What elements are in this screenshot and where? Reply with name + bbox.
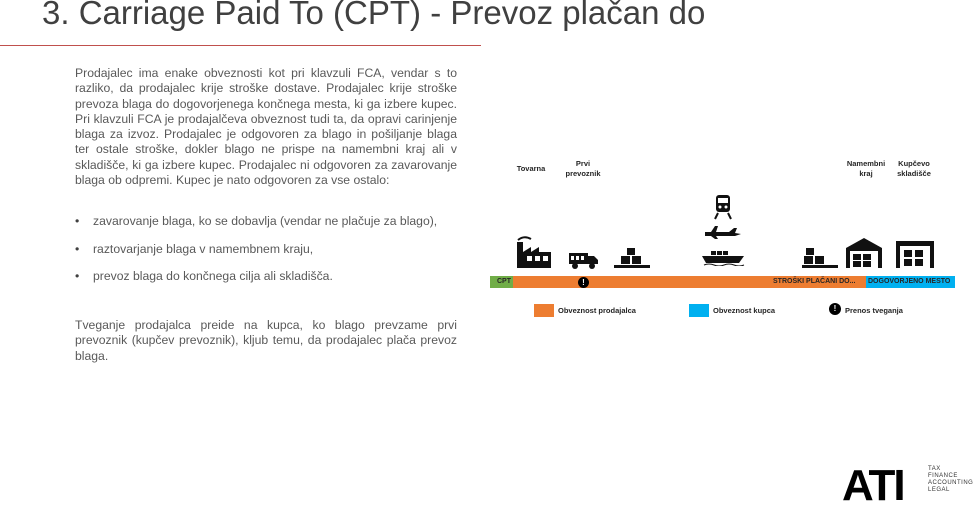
logo-word: LEGAL xyxy=(928,487,950,493)
truck-icon xyxy=(567,250,599,270)
logo-word: FINANCE xyxy=(928,473,958,479)
list-item-text: zavarovanje blaga, ko se dobavlja (vendar ne plačuje za blago), xyxy=(93,214,438,228)
label-kupcevo-skladisce: Kupčevo skladišče xyxy=(897,159,931,178)
incoterms-diagram xyxy=(485,150,980,325)
legend-seller-swatch xyxy=(534,304,554,317)
dogovorjeno-label: DOGOVORJENO MESTO xyxy=(868,278,951,285)
cpt-label: CPT xyxy=(497,278,511,285)
pallet-icon xyxy=(801,246,839,270)
title-underline xyxy=(0,45,481,46)
factory-icon xyxy=(515,236,553,270)
paragraph-risk-transfer: Tveganje prodajalca preide na kupca, ko blago prevzame prvi prevoznik (kupčev prevoznik), kljub temu, da prodajalec plača prevoz blaga. xyxy=(75,318,457,363)
legend-buyer-swatch xyxy=(689,304,709,317)
label-tovarna: Tovarna xyxy=(516,164,546,173)
ati-logo xyxy=(842,461,980,510)
label-prvi-prevoznik: Prvi prevoznik xyxy=(565,159,601,178)
boxes-icon xyxy=(613,246,651,270)
slide-title: 3. Carriage Paid To (CPT) - Prevoz plačan do xyxy=(42,0,706,31)
legend-risk-icon: ! xyxy=(829,303,841,315)
warehouse-icon xyxy=(895,240,935,270)
list-item-text: prevoz blaga do končnega cilja ali skladišča. xyxy=(93,269,333,283)
bullet-marker: • xyxy=(75,241,80,256)
logo-word: ACCOUNTING xyxy=(928,480,974,486)
warehouse-icon xyxy=(845,236,883,270)
list-item xyxy=(75,242,475,270)
risk-transfer-icon: ! xyxy=(578,277,589,288)
label-namembni-kraj: Namembni kraj xyxy=(846,159,886,178)
list-item-text: raztovarjanje blaga v namembnem kraju, xyxy=(93,241,314,256)
legend-buyer-label: Obveznost kupca xyxy=(713,306,776,315)
plane-icon xyxy=(703,222,743,240)
bullet-marker: • xyxy=(75,214,80,228)
buyer-obligations-list xyxy=(75,214,475,297)
bullet-marker: • xyxy=(75,269,80,283)
legend-seller-label: Obveznost prodajalca xyxy=(558,306,636,315)
train-icon xyxy=(713,194,733,220)
list-item xyxy=(75,269,475,297)
paragraph-seller-obligations: Prodajalec ima enake obveznosti kot pri klavzuli FCA, vendar s to razliko, da prodajalec krije stroške dostave. Prodajalec krije stroške prevoza blaga do dogovorjenega končnega mesta, ki ga izbere kupec. Pri klavzuli FCA je prodajalčeva obveznost tudi ta, da opravi carinjenje blaga za izvoz. Prodajalec je odgovoren za blago in pošiljanje blaga ter ostale stroške, dokler blago ne prispe na namembni kraj ali v skladišče, ki ga izbere kupec. Prodajalec ni odgovoren za zavarovanje blaga ob odpremi. Kupec je nato odgovoren za vse ostalo: xyxy=(75,66,457,188)
stroski-label: STROŠKI PLAČANI DO... xyxy=(773,278,856,285)
logo-letters: ATI xyxy=(842,461,904,510)
list-item xyxy=(75,214,475,242)
logo-words xyxy=(928,466,973,494)
legend-risk-label: Prenos tveganja xyxy=(845,306,903,315)
logo-word: TAX xyxy=(928,466,941,472)
ship-icon xyxy=(701,250,745,266)
